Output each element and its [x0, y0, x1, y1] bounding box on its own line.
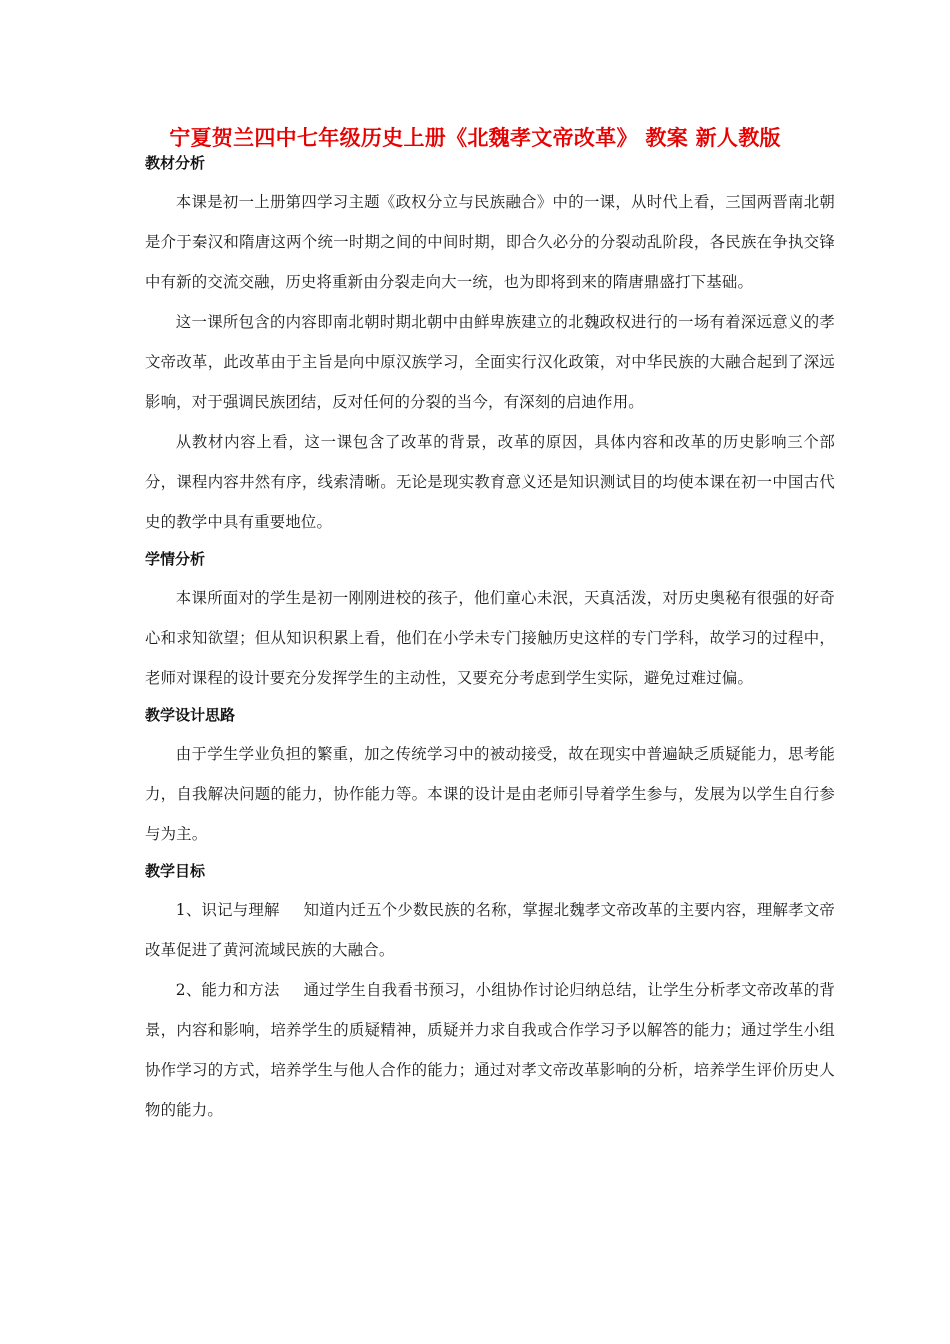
- section-student-analysis: [145, 548, 835, 698]
- paragraph: 本课是初一上册第四学习主题《政权分立与民族融合》中的一课，从时代上看，三国两晋南北朝是介于秦汉和隋唐这两个统一时期之间的中间时期，即合久必分的分裂动乱阶段，各民族在争执交锋中有新的交流交融，历史将重新由分裂走向大一统，也为即将到来的隋唐鼎盛打下基础。: [145, 193, 835, 291]
- paragraph: 从教材内容上看，这一课包含了改革的背景，改革的原因，具体内容和改革的历史影响三个部分，课程内容井然有序，线索清晰。无论是现实教育意义还是知识测试目的均使本课在初一中国古代史的教学中具有重要地位。: [145, 433, 835, 531]
- paragraph: 这一课所包含的内容即南北朝时期北朝中由鲜卑族建立的北魏政权进行的一场有着深远意义的孝文帝改革，此改革由于主旨是向中原汉族学习，全面实行汉化政策，对中华民族的大融合起到了深远影响，对于强调民族团结，反对任何的分裂的当今，有深刻的启迪作用。: [145, 313, 835, 411]
- section-teaching-goals: [145, 860, 835, 1130]
- section-heading: 教学设计思路: [145, 706, 236, 724]
- paragraph: 本课所面对的学生是初一刚刚进校的孩子，他们童心未泯，天真活泼，对历史奥秘有很强的好奇心和求知欲望；但从知识积累上看，他们在小学未专门接触历史这样的专门学科，故学习的过程中，老师对课程的设计要充分发挥学生的主动性，又要充分考虑到学生实际，避免过难过偏。: [145, 589, 835, 687]
- goal-label: 2、能力和方法: [175, 981, 280, 999]
- goal-text: 知道内迁五个少数民族的名称，掌握北魏孝文帝改革的主要内容，理解孝文帝改革促进了黄河流域民族的大融合。: [145, 901, 835, 959]
- section-heading: 教学目标: [145, 862, 206, 880]
- goal-item: [145, 970, 835, 1130]
- section-heading: 教材分析: [145, 154, 206, 172]
- paragraph: 由于学生学业负担的繁重，加之传统学习中的被动接受，故在现实中普遍缺乏质疑能力，思考能力，自我解决问题的能力，协作能力等。本课的设计是由老师引导着学生参与，发展为以学生自行参与为主。: [145, 745, 835, 843]
- goal-label: 1、识记与理解: [175, 901, 280, 919]
- section-design-approach: [145, 704, 835, 854]
- goal-item: [145, 890, 835, 970]
- document-title: 宁夏贺兰四中七年级历史上册《北魏孝文帝改革》 教案 新人教版: [169, 126, 781, 150]
- goal-text: 通过学生自我看书预习，小组协作讨论归纳总结，让学生分析孝文帝改革的背景，内容和影响，培养学生的质疑精神，质疑并力求自我或合作学习予以解答的能力；通过学生小组协作学习的方式，培养学生与他人合作的能力；通过对孝文帝改革影响的分析，培养学生评价历史人物的能力。: [145, 981, 835, 1119]
- document-body: [145, 152, 835, 1130]
- section-heading: 学情分析: [145, 550, 206, 568]
- section-textbook-analysis: [145, 152, 835, 542]
